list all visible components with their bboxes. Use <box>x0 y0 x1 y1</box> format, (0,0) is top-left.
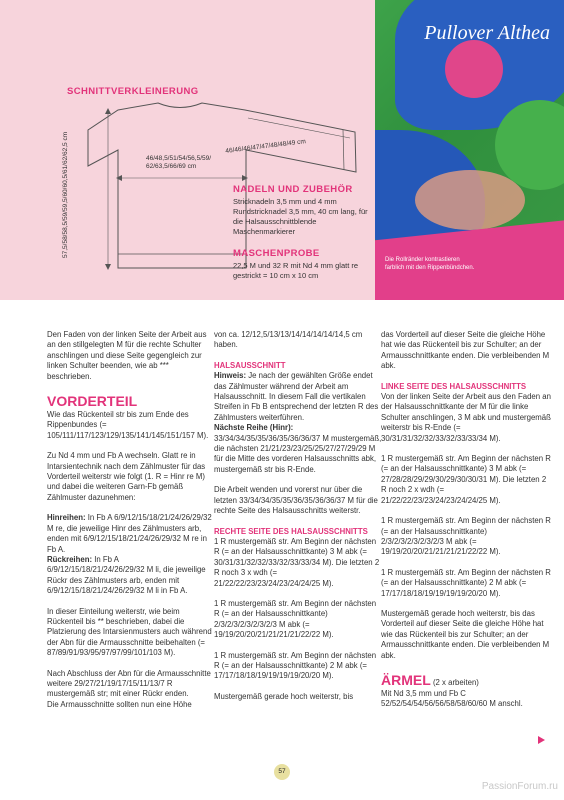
pattern-title: Pullover Althea <box>424 22 550 44</box>
column-2 <box>214 330 382 712</box>
column-3 <box>381 330 551 720</box>
needles-title: NADELN UND ZUBEHÖR <box>233 184 353 195</box>
paragraph: Zu Nd 4 mm und Fb A wechseln. Glatt re in Intarsientechnik nach dem Zählmuster für das Vorderteil weiterstr wie folgt (1. R = Hinr re M) und dabei die weiteren Garn-Fb gemäß Zählmuster dazunehmen: <box>47 451 206 502</box>
paragraph: Den Faden von der linken Seite der Arbeit aus an den stillgelegten M für die rechte Schulter anschlingen und diese Seite gegengleich zur linken Schulter beenden, wie ab *** beschrieben. <box>47 330 207 381</box>
paragraph: 1 R mustergemäß str. Am Beginn der nächsten R (= an der Halsausschnittkante) 3 M abk (= 30/31/31/32/32/33/32/33/33/34 M). Die letzten 2 R noch 3 x wdh (= 21/22/22/23/23/24/23/24/24/25 M). <box>214 536 380 588</box>
paragraph: Mit Nd 3,5 mm und Fb C 52/52/54/54/56/56/58/58/60/60 M anschl. <box>381 688 523 709</box>
paragraph: Von der linken Seite der Arbeit aus den Faden an der Halsausschnittkante der M für die linke Schulter anschlingen, 3 M abk und mustergemäß weiterstr bis R-Ende (= 30/31/31/32/32/33/32/33/33/34 M). <box>381 392 551 443</box>
paragraph: Mustergemäß gerade hoch weiterstr, bis das Vorderteil auf dieser Seite die gleiche Höhe hat wie das Rückenteil bis zur Schulter; an der Armausschnittkante enden. Die verbleibenden M abk. <box>381 608 550 660</box>
page-number: 57 <box>274 764 290 780</box>
gauge-text: 22,5 M und 32 R mit Nd 4 mm glatt re gestrickt = 10 cm x 10 cm <box>233 261 359 280</box>
paragraph: Wie das Rückenteil str bis zum Ende des Rippenbundes (= 105/111/117/123/129/135/141/145/151/157 M). <box>47 410 209 440</box>
paragraph: Hinreihen: In Fb A 6/9/12/15/18/21/24/26/29/32 M re, die jeweilige Hinr des Zählmusters arb, enden mit 6/9/12/15/18/21/24/26/29/32 M re in Fb A. <box>47 513 212 554</box>
photo-caption: Die Rollränder kontrastieren farblich mit den Rippenbündchen. <box>385 257 475 271</box>
schematic-title: SCHNITTVERKLEINERUNG <box>67 86 199 97</box>
paragraph: 1 R mustergemäß str. Am Beginn der nächsten R (= an der Halsausschnittkante) 2 M abk (= 17/17/18/18/19/19/19/19/20/20 M). <box>214 650 377 681</box>
height-measurement: 57,5/58/58,5/59/59,5/60/60,5/61/62/62,5 cm <box>62 131 69 258</box>
paragraph: Mustergemäß gerade hoch weiterstr, bis <box>214 691 354 701</box>
paragraph: das Vorderteil auf dieser Seite die gleiche Höhe hat wie das Rückenteil bis zur Schulter; an der Armausschnittkante enden. Die verbleibenden M abk. <box>381 330 550 371</box>
paragraph: Nach Abschluss der Abn für die Armausschnitte weitere 29/27/21/19/17/15/11/13/7 R mustergemäß str; mit einer Rückr enden. <box>47 668 211 699</box>
paragraph: 1 R mustergemäß str. Am Beginn der nächsten R (= an der Halsausschnittkante) 2/3/2/3/2/3/2/3/2/3 M abk (= 19/19/20/20/21/21/21/21/22/22 M). <box>214 598 377 640</box>
sweater-photo <box>375 0 564 300</box>
paragraph: Die Arbeit wenden und vorerst nur über die letzten 33/34/34/35/35/36/35/36/36/37 M für die rechte Seite des Halsausschnitts weiterstr. <box>214 485 378 516</box>
paragraph: Hinweis: Je nach der gewählten Größe endet das Zählmuster während der Arbeit am Halsausschnitt. In diesem Fall die vertikalen Streifen in Fb B entsprechend der letzten R des Zählmusters weiterführen. Nächste Reihe (Hinr): 33/34/34/35/35/36/35/36/36/37 M mustergemäß, die nächsten 21/21/23/23/25/25/27/27/29/29 M für die Mitte des vorderen Halsausschnitts abk, mustergemäß str bis R-Ende. <box>214 371 382 474</box>
continue-arrow-icon <box>538 736 545 744</box>
paragraph: 1 R mustergemäß str. Am Beginn der nächsten R (= an der Halsausschnittkante) 3 M abk (= 27/28/28/29/29/30/29/30/30/31 M). Die letzten 2 R noch 2 x wdh (= 21/22/22/23/23/24/23/24/24/25 M). <box>381 454 551 505</box>
needles-text: Stricknadeln 3,5 mm und 4 mm Rundstricknadel 3,5 mm, 40 cm lang, für die Halsausschnittblende Maschenmarkierer <box>233 197 368 236</box>
paragraph: 1 R mustergemäß str. Am Beginn der nächsten R (= an der Halsausschnittkante) 2 M abk (= 17/17/18/18/19/19/19/19/20/20 M). <box>381 567 551 598</box>
section-heading-linke-seite: LINKE SEITE DES HALSAUSSCHNITTS <box>381 381 527 391</box>
section-heading-halsausschnitt: HALSAUSSCHNITT <box>214 360 286 370</box>
watermark: PassionForum.ru <box>481 781 558 792</box>
paragraph: In dieser Einteilung weiterstr, wie beim Rückenteil bis ** beschrieben, dabei die Platzierung des Intarsienmusters auch während der Abn für die Armausschnitte beibehalten (= 87/89/91/93/95/97/97/99/101/103 M). <box>47 606 212 658</box>
section-heading-aermel: ÄRMEL (2 x arbeiten) <box>381 671 479 688</box>
paragraph: Rückreihen: In Fb A 6/9/12/15/18/21/24/26/29/32 M li, die jeweilige Rückr des Zählmusters arb, enden mit 6/9/12/15/18/21/24/26/29/32 M li in Fb A. <box>47 554 206 596</box>
sleeve-measurement: 46/46/46/47/47/48/48/49 cm <box>225 138 307 155</box>
width-measurement: 46/48,5/51/54/56,5/59/ 62/63,5/66/69 cm <box>146 155 212 170</box>
paragraph: Die Armausschnitte sollten nun eine Höhe <box>47 699 192 709</box>
paragraph: 1 R mustergemäß str. Am Beginn der nächsten R (= an der Halsausschnittkante) 2/3/2/3/2/3/2/3/2/3 M abk (= 19/19/20/20/21/21/21/21/22/22 M). <box>381 516 551 557</box>
column-1 <box>47 330 215 720</box>
gauge-title: MASCHENPROBE <box>233 248 320 259</box>
paragraph: von ca. 12/12,5/13/13/14/14/14/14/14,5 cm haben. <box>214 330 363 350</box>
section-heading-vorderteil: VORDERTEIL <box>47 393 138 410</box>
section-heading-rechte-seite: RECHTE SEITE DES HALSAUSSCHNITTS <box>214 526 368 536</box>
